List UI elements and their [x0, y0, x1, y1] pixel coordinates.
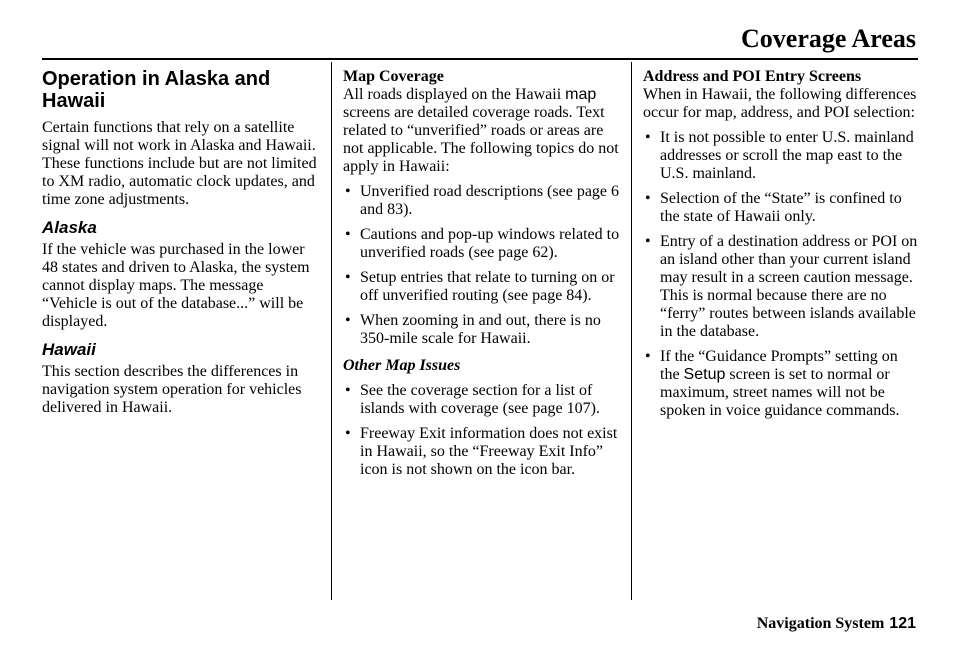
setup-screen-keyword: Setup [683, 366, 726, 383]
list-item [643, 348, 921, 420]
heading-line-1: Operation in Alaska and [42, 68, 271, 90]
list-item: • Freeway Exit information does not exist in Hawaii, so the “Freeway Exit Info” icon is not shown on the icon bar. [343, 425, 621, 479]
page-number: 121 [889, 615, 916, 632]
column-middle [343, 68, 621, 479]
subheading-alaska: Alaska [42, 218, 97, 237]
last-bullet-post: screen is set to normal or maximum, street names will not be spoken in voice guidance commands. [660, 366, 900, 419]
intro-paragraph: Certain functions that rely on a satellite signal will not work in Alaska and Hawaii. These functions include but are not limited to XM radio, automatic clock updates, and time zone adjustments. [42, 119, 317, 208]
address-poi-intro: When in Hawaii, the following differences occur for map, address, and POI selection: [643, 86, 917, 121]
map-coverage-paragraph [343, 86, 621, 176]
list-item: • Entry of a destination address or POI on an island other than your current island may result in a screen caution message. This is normal because there are no “ferry” routes between islands available in the database. [643, 233, 921, 341]
list-item: • When zooming in and out, there is no 350-mile scale for Hawaii. [343, 312, 621, 348]
map-coverage-list [343, 183, 621, 348]
subheading-address-poi: Address and POI Entry Screens [643, 68, 862, 85]
subheading-map-coverage: Map Coverage [343, 68, 444, 85]
heading-line-2: Hawaii [42, 90, 106, 112]
subheading-other-map-issues: Other Map Issues [343, 357, 461, 374]
list-item: • Selection of the “State” is confined to the state of Hawaii only. [643, 190, 921, 226]
page-footer [757, 614, 916, 634]
alaska-paragraph: If the vehicle was purchased in the lower 48 states and driven to Alaska, the system cannot display maps. The message “Vehicle is out of the database...” will be displayed. [42, 241, 310, 330]
section-heading-alaska-hawaii [42, 68, 320, 112]
address-poi-list [643, 129, 921, 420]
column-right [643, 68, 921, 420]
footer-system-label: Navigation System [756, 615, 885, 632]
header-rule [42, 58, 918, 60]
map-text-post: screens are detailed coverage roads. Text related to “unverified” roads or areas are not applicable. The following topics do not apply in Hawaii: [343, 104, 619, 175]
list-item: • It is not possible to enter U.S. mainland addresses or scroll the map east to the U.S. mainland. [643, 129, 921, 183]
list-item: • Cautions and pop-up windows related to unverified roads (see page 62). [343, 226, 621, 262]
map-screen-keyword: map [565, 86, 597, 103]
map-text-pre: All roads displayed on the Hawaii [343, 86, 566, 103]
last-bullet-pre: If the “Guidance Prompts” setting on the [660, 348, 898, 383]
list-item: • Setup entries that relate to turning on or off unverified routing (see page 84). [343, 269, 621, 305]
other-issues-list [343, 382, 621, 479]
column-divider-2 [631, 62, 632, 600]
page-title: Coverage Areas [741, 24, 916, 53]
column-divider-1 [331, 62, 332, 600]
list-item: • See the coverage section for a list of islands with coverage (see page 107). [343, 382, 621, 418]
list-item: • Unverified road descriptions (see page 6 and 83). [343, 183, 621, 219]
subheading-hawaii: Hawaii [42, 340, 96, 359]
column-left [42, 68, 320, 417]
hawaii-paragraph: This section describes the differences in navigation system operation for vehicles delivered in Hawaii. [42, 363, 302, 416]
